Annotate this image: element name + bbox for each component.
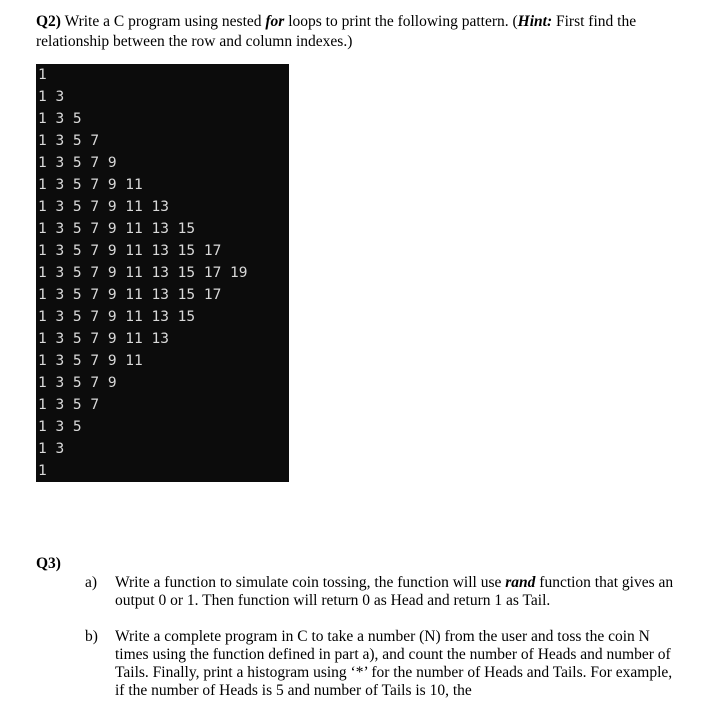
console-line: 1 3 5 — [38, 419, 82, 435]
question-2-label: Q2) — [36, 13, 61, 30]
item-marker: b) — [85, 628, 98, 645]
hint-label: Hint: — [517, 13, 553, 30]
item-marker: a) — [85, 574, 98, 591]
console-line: 1 3 5 — [38, 111, 82, 127]
question-3-label: Q3) — [36, 555, 61, 572]
console-line: 1 3 5 7 9 11 13 — [38, 331, 169, 347]
console-line: 1 3 5 7 9 11 — [38, 177, 143, 193]
keyword-for: for — [265, 13, 285, 30]
hint-text: First find the relationship between the row and column indexes.) — [36, 13, 637, 50]
console-line: 1 3 5 7 9 — [38, 155, 117, 171]
console-line: 1 3 5 7 9 11 13 15 — [38, 309, 196, 325]
console-line: 1 3 5 7 9 — [38, 375, 117, 391]
console-line: 1 3 5 7 9 11 13 15 17 — [38, 287, 222, 303]
console-line: 1 3 — [38, 89, 65, 105]
question-2-text-cont: loops to print the following pattern. ( — [284, 13, 518, 30]
console-line: 1 3 — [38, 441, 65, 457]
console-line: 1 3 5 7 9 11 — [38, 353, 143, 369]
console-line: 1 3 5 7 — [38, 133, 100, 149]
keyword-rand: rand — [505, 574, 536, 591]
console-line: 1 3 5 7 9 11 13 — [38, 199, 169, 215]
console-line: 1 3 5 7 9 11 13 15 17 19 — [38, 265, 248, 281]
console-line: 1 — [38, 463, 47, 479]
console-output — [36, 64, 289, 482]
console-line: 1 3 5 7 9 11 13 15 — [38, 221, 196, 237]
question-2-text: Write a C program using nested — [60, 13, 266, 30]
console-line: 1 — [38, 67, 47, 83]
console-line: 1 3 5 7 9 11 13 15 17 — [38, 243, 222, 259]
item-text: Write a function to simulate coin tossing, the function will use rand function that gives an output 0 or 1. Then function will return 0 as Head and return 1 as Tail. — [115, 574, 674, 609]
question-2 — [36, 12, 686, 52]
item-text: Write a complete program in C to take a number (N) from the user and toss the coin N times using the function defined in part a), and count the number of Heads and number of Tails. Finally, print a histogram using ‘*’ for the number of Heads and Tails. For example, if the number of Heads is 5 and number of Tails is 10, the — [115, 628, 673, 699]
console-line: 1 3 5 7 — [38, 397, 100, 413]
